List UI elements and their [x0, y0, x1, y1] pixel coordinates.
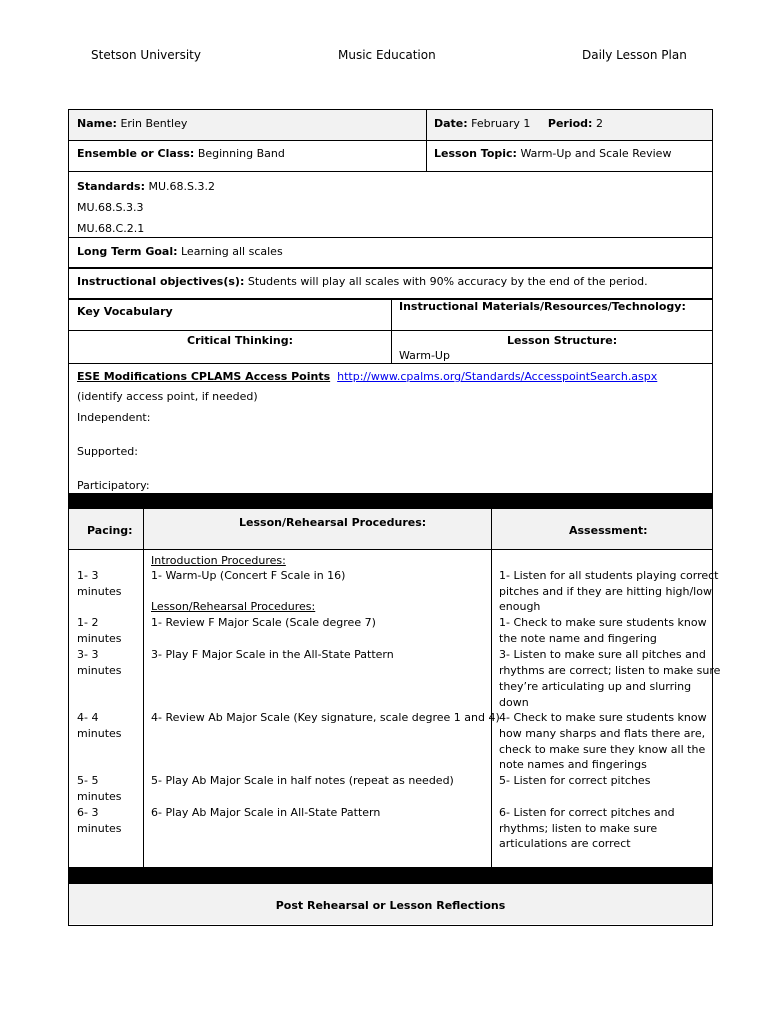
supported-label: Supported:	[77, 445, 138, 458]
header-university: Stetson University	[91, 48, 201, 62]
lesson-heading: Lesson/Rehearsal Procedures:	[151, 600, 316, 613]
vocab-label: Key Vocabulary	[77, 305, 173, 318]
pacing-item: 1- 3	[77, 569, 99, 582]
goal-label: Long Term Goal:	[77, 245, 178, 258]
goal-value: Learning all scales	[181, 245, 283, 258]
divider	[143, 509, 144, 867]
date-label: Date:	[434, 117, 468, 130]
independent-label: Independent:	[77, 411, 151, 424]
standards-field	[77, 176, 215, 239]
ensemble-value: Beginning Band	[197, 147, 285, 160]
divider	[69, 171, 712, 172]
divider	[69, 237, 712, 238]
standard-item: MU.68.S.3.2	[148, 180, 215, 193]
materials-label: Instructional Materials/Resources/Technology:	[399, 300, 686, 313]
pacing-item: minutes	[77, 790, 122, 803]
divider	[69, 267, 712, 269]
pacing-item: 4- 4	[77, 711, 99, 724]
assessment-line: 3- Listen to make sure all pitches and	[499, 648, 706, 661]
divider	[391, 299, 392, 363]
procedure-step: 4- Review Ab Major Scale (Key signature, scale degree 1 and 4)	[151, 711, 500, 724]
assessment-line: pitches and if they are hitting high/low	[499, 585, 712, 598]
divider	[69, 549, 712, 550]
ensemble-field	[77, 146, 285, 162]
assessment-line: note names and fingerings	[499, 758, 647, 771]
ensemble-label: Ensemble or Class:	[77, 147, 195, 160]
divider	[491, 509, 492, 867]
assessment-line: check to make sure they know all the	[499, 743, 706, 756]
lesson-procedures-header: Lesson/Rehearsal Procedures:	[239, 516, 427, 529]
procedure-step: 3- Play F Major Scale in the All-State Pattern	[151, 648, 394, 661]
objectives-field	[77, 274, 648, 290]
assessment-line: how many sharps and flats there are,	[499, 727, 706, 740]
objectives-value: Students will play all scales with 90% accuracy by the end of the period.	[247, 275, 648, 288]
procedures-table	[68, 509, 721, 926]
header-document-type: Daily Lesson Plan	[582, 48, 687, 62]
standard-item: MU.68.C.2.1	[77, 222, 145, 235]
section-separator	[69, 867, 712, 884]
procedure-step: 1- Warm-Up (Concert F Scale in 16)	[151, 569, 346, 582]
critical-thinking-label: Critical Thinking:	[187, 334, 293, 347]
assessment-line: the note name and fingering	[499, 632, 657, 645]
ese-field	[77, 369, 657, 385]
name-value: Erin Bentley	[120, 117, 188, 130]
lesson-info-table	[68, 109, 713, 509]
date-field	[434, 116, 603, 132]
assessment-line: 4- Check to make sure students know	[499, 711, 707, 724]
ese-note: (identify access point, if needed)	[77, 390, 258, 403]
goal-field	[77, 244, 283, 260]
assessment-line: they’re articulating up and slurring	[499, 680, 692, 693]
divider	[69, 140, 712, 141]
pacing-item: 1- 2	[77, 616, 99, 629]
assessment-line: down	[499, 696, 529, 709]
assessment-line: rhythms are correct; listen to make sure	[499, 664, 721, 677]
divider	[69, 330, 712, 331]
name-field	[77, 116, 187, 132]
ese-label: ESE Modifications CPLAMS Access Points	[77, 370, 331, 383]
divider	[69, 363, 712, 364]
section-separator	[69, 493, 712, 509]
lesson-structure-value: Warm-Up	[399, 349, 450, 362]
assessment-line: enough	[499, 600, 541, 613]
participatory-label: Participatory:	[77, 479, 150, 492]
pacing-item: 5- 5	[77, 774, 99, 787]
reflection-label: Post Rehearsal or Lesson Reflections	[275, 899, 506, 912]
pacing-item: minutes	[77, 664, 122, 677]
date-value: February 1	[471, 117, 531, 130]
topic-field	[434, 146, 671, 162]
procedure-step: 5- Play Ab Major Scale in half notes (repeat as needed)	[151, 774, 454, 787]
intro-heading: Introduction Procedures:	[151, 554, 286, 567]
name-label: Name:	[77, 117, 117, 130]
ese-link[interactable]: http://www.cpalms.org/Standards/AccesspointSearch.aspx	[337, 370, 658, 383]
procedure-step: 1- Review F Major Scale (Scale degree 7)	[151, 616, 376, 629]
assessment-line: 1- Check to make sure students know	[499, 616, 707, 629]
assessment-line: articulations are correct	[499, 837, 631, 850]
pacing-item: 3- 3	[77, 648, 99, 661]
objectives-label: Instructional objectives(s):	[77, 275, 245, 288]
topic-value: Warm-Up and Scale Review	[520, 147, 672, 160]
header-department: Music Education	[338, 48, 436, 62]
pacing-item: minutes	[77, 727, 122, 740]
assessment-line: 6- Listen for correct pitches and	[499, 806, 675, 819]
period-value: 2	[595, 117, 603, 130]
pacing-item: minutes	[77, 632, 122, 645]
assessment-line: rhythms; listen to make sure	[499, 822, 658, 835]
standards-label: Standards:	[77, 180, 145, 193]
procedure-step: 6- Play Ab Major Scale in All-State Pattern	[151, 806, 381, 819]
standard-item: MU.68.S.3.3	[77, 201, 144, 214]
lesson-structure-label: Lesson Structure:	[507, 334, 618, 347]
pacing-header: Pacing:	[87, 524, 133, 537]
assessment-line: 1- Listen for all students playing correct	[499, 569, 719, 582]
topic-label: Lesson Topic:	[434, 147, 517, 160]
assessment-header: Assessment:	[569, 524, 648, 537]
pacing-item: minutes	[77, 585, 122, 598]
pacing-item: 6- 3	[77, 806, 99, 819]
period-label: Period:	[547, 117, 593, 130]
pacing-item: minutes	[77, 822, 122, 835]
assessment-line: 5- Listen for correct pitches	[499, 774, 651, 787]
